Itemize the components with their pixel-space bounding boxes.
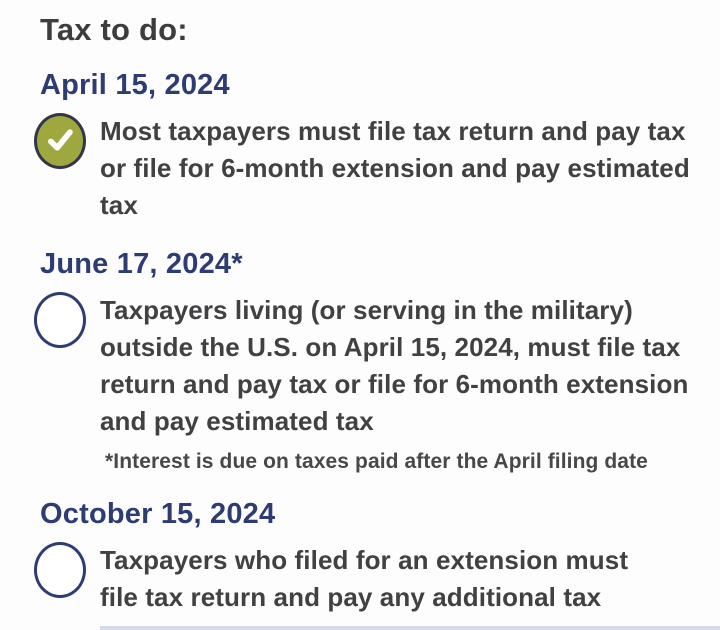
todo-description-october: Taxpayers who filed for an extension must file tax return and pay any additional tax [100, 545, 629, 612]
date-heading-april: April 15, 2024 [40, 69, 230, 101]
todo-item-june [40, 292, 700, 440]
checkmark-icon [43, 123, 77, 157]
bottom-divider [100, 626, 720, 630]
todo-item-april [40, 113, 700, 224]
june-footnote: *Interest is due on taxes paid after the April filing date [105, 450, 648, 473]
unchecked-checkbox-icon[interactable] [34, 292, 86, 348]
page-title: Tax to do: [40, 12, 188, 47]
date-heading-october: October 15, 2024 [40, 498, 276, 530]
todo-description-june: Taxpayers living (or serving in the military) outside the U.S. on April 15, 2024, must file tax return and pay tax or file for 6-month extension and pay estimated tax [100, 295, 689, 436]
date-heading-june: June 17, 2024* [40, 248, 243, 280]
todo-description-april: Most taxpayers must file tax return and pay tax or file for 6-month extension and pay estimated tax [100, 116, 690, 220]
todo-item-october [40, 542, 700, 616]
checked-checkbox-icon[interactable] [34, 113, 86, 169]
unchecked-checkbox-icon[interactable] [34, 542, 86, 598]
